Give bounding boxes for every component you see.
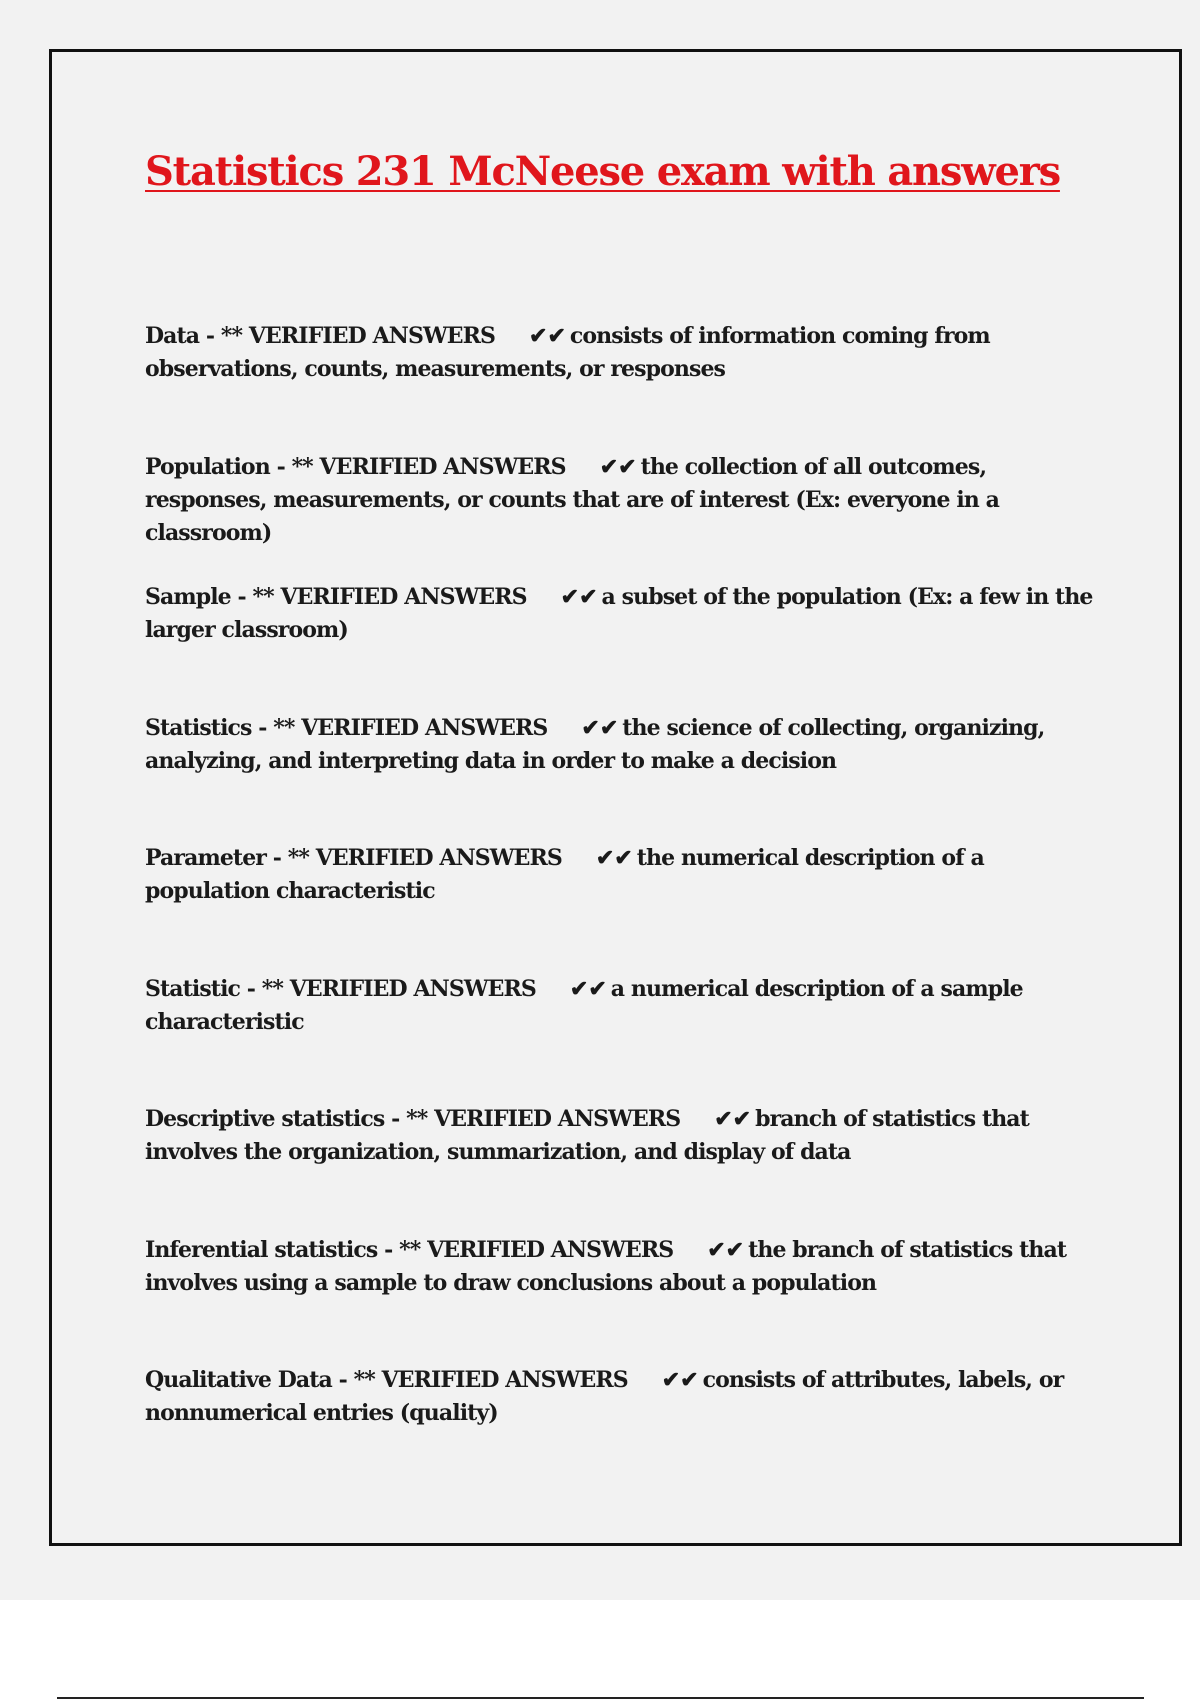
entry-term: Population - bbox=[145, 453, 292, 480]
verified-marker: ** VERIFIED ANSWERS bbox=[291, 453, 566, 480]
qa-entry-sample bbox=[145, 581, 1095, 712]
verified-marker: ** VERIFIED ANSWERS bbox=[261, 975, 536, 1002]
entry-answer: consists of information coming from observations, counts, measurements, or responses bbox=[145, 323, 990, 382]
entry-term: Statistics - bbox=[145, 714, 274, 741]
entry-answer: a subset of the population (Ex: a few in the larger classroom) bbox=[145, 584, 1093, 643]
double-check-icon: ✔✔ bbox=[581, 714, 619, 741]
verified-marker: ** VERIFIED ANSWERS bbox=[220, 323, 496, 349]
verified-marker: ** VERIFIED ANSWERS bbox=[406, 1106, 681, 1132]
double-check-icon: ✔✔ bbox=[707, 1236, 745, 1263]
verified-marker: ** VERIFIED ANSWERS bbox=[399, 1236, 674, 1263]
double-check-icon: ✔✔ bbox=[661, 1367, 699, 1393]
entry-answer: the branch of statistics that involves using a sample to draw conclusions about a population bbox=[145, 1236, 1067, 1296]
verified-marker: ** VERIFIED ANSWERS bbox=[252, 584, 527, 610]
double-check-icon: ✔✔ bbox=[595, 845, 633, 871]
entry-term: Inferential statistics - bbox=[145, 1236, 400, 1263]
entry-term: Data - bbox=[145, 323, 221, 349]
double-check-icon: ✔✔ bbox=[569, 975, 607, 1002]
page-divider bbox=[57, 1697, 1144, 1699]
verified-marker: ** VERIFIED ANSWERS bbox=[273, 714, 548, 741]
verified-marker: ** VERIFIED ANSWERS bbox=[353, 1367, 628, 1393]
verified-marker: ** VERIFIED ANSWERS bbox=[287, 845, 562, 871]
document-title: Statistics 231 McNeese exam with answers bbox=[145, 148, 1060, 195]
qa-entry-parameter bbox=[145, 842, 1095, 973]
qa-entry-statistics bbox=[145, 712, 1095, 843]
double-check-icon: ✔✔ bbox=[714, 1106, 752, 1132]
entry-term: Statistic - bbox=[145, 975, 262, 1002]
double-check-icon: ✔✔ bbox=[560, 584, 598, 610]
entry-answer: branch of statistics that involves the organization, summarization, and display of data bbox=[145, 1106, 1029, 1165]
qa-list bbox=[145, 320, 1095, 1495]
qa-entry-data bbox=[145, 320, 1095, 451]
qa-entry-statistic bbox=[145, 973, 1095, 1104]
entry-answer: the collection of all outcomes, responses, measurements, or counts that are of interest (Ex: everyone in a classroom) bbox=[145, 453, 999, 546]
entry-term: Descriptive statistics - bbox=[145, 1106, 407, 1132]
double-check-icon: ✔✔ bbox=[529, 323, 566, 349]
entry-answer: a numerical description of a sample characteristic bbox=[145, 975, 1023, 1035]
entry-term: Sample - bbox=[145, 584, 253, 610]
entry-answer: the science of collecting, organizing, analyzing, and interpreting data in order to make a decision bbox=[145, 714, 1045, 774]
entry-answer: the numerical description of a population characteristic bbox=[145, 845, 984, 904]
entry-term: Parameter - bbox=[145, 845, 288, 871]
entry-term: Qualitative Data - bbox=[145, 1367, 354, 1393]
qa-entry-descriptive-statistics bbox=[145, 1103, 1095, 1234]
qa-entry-population bbox=[145, 451, 1095, 582]
qa-entry-qualitative-data bbox=[145, 1364, 1095, 1495]
entry-answer: consists of attributes, labels, or nonnumerical entries (quality) bbox=[145, 1367, 1064, 1426]
double-check-icon: ✔✔ bbox=[599, 453, 637, 480]
qa-entry-inferential-statistics bbox=[145, 1234, 1095, 1365]
